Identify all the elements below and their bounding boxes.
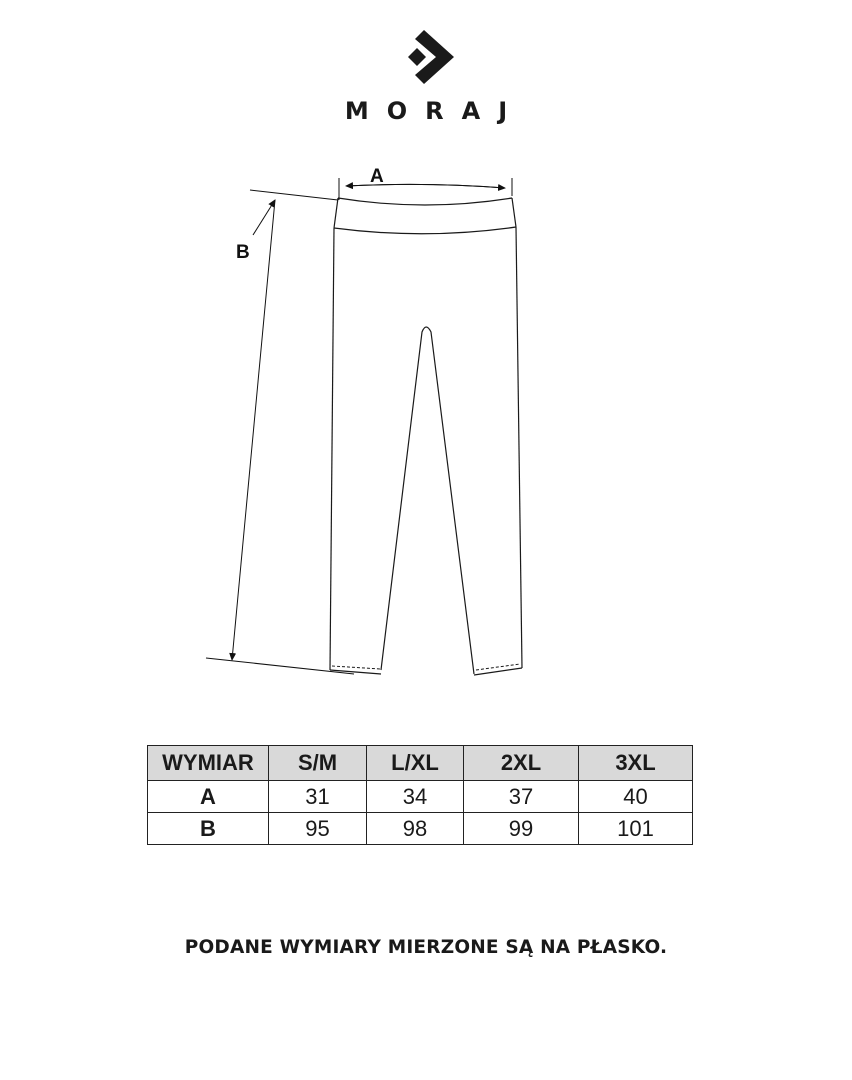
header-cell: 2XL	[464, 746, 579, 781]
measurement-note: PODANE WYMIARY MIERZONE SĄ NA PŁASKO.	[184, 937, 668, 958]
dimension-label-a: A	[370, 166, 384, 187]
waistband-top	[338, 198, 512, 205]
row-label: B	[148, 813, 269, 845]
table-cell: 99	[464, 813, 579, 845]
dimension-label-b: B	[236, 242, 250, 263]
inner-leg-seam	[381, 327, 474, 674]
table-cell: 34	[367, 781, 464, 813]
right-outer-seam	[516, 227, 522, 668]
table-cell: 101	[579, 813, 693, 845]
table-cell: 98	[367, 813, 464, 845]
table-cell: 31	[269, 781, 367, 813]
header-cell: L/XL	[367, 746, 464, 781]
brand-name: MORAJ	[344, 97, 526, 125]
table-cell: 37	[464, 781, 579, 813]
table-cell: 40	[579, 781, 693, 813]
table-cell: 95	[269, 813, 367, 845]
header-cell: WYMIAR	[148, 746, 269, 781]
table-row	[148, 781, 693, 813]
row-label: A	[148, 781, 269, 813]
left-outer-seam	[330, 228, 334, 670]
header-cell: S/M	[269, 746, 367, 781]
size-table	[147, 745, 693, 845]
header-cell: 3XL	[579, 746, 693, 781]
table-header-row	[148, 746, 693, 781]
waistband-bottom	[334, 227, 516, 234]
table-row	[148, 813, 693, 845]
